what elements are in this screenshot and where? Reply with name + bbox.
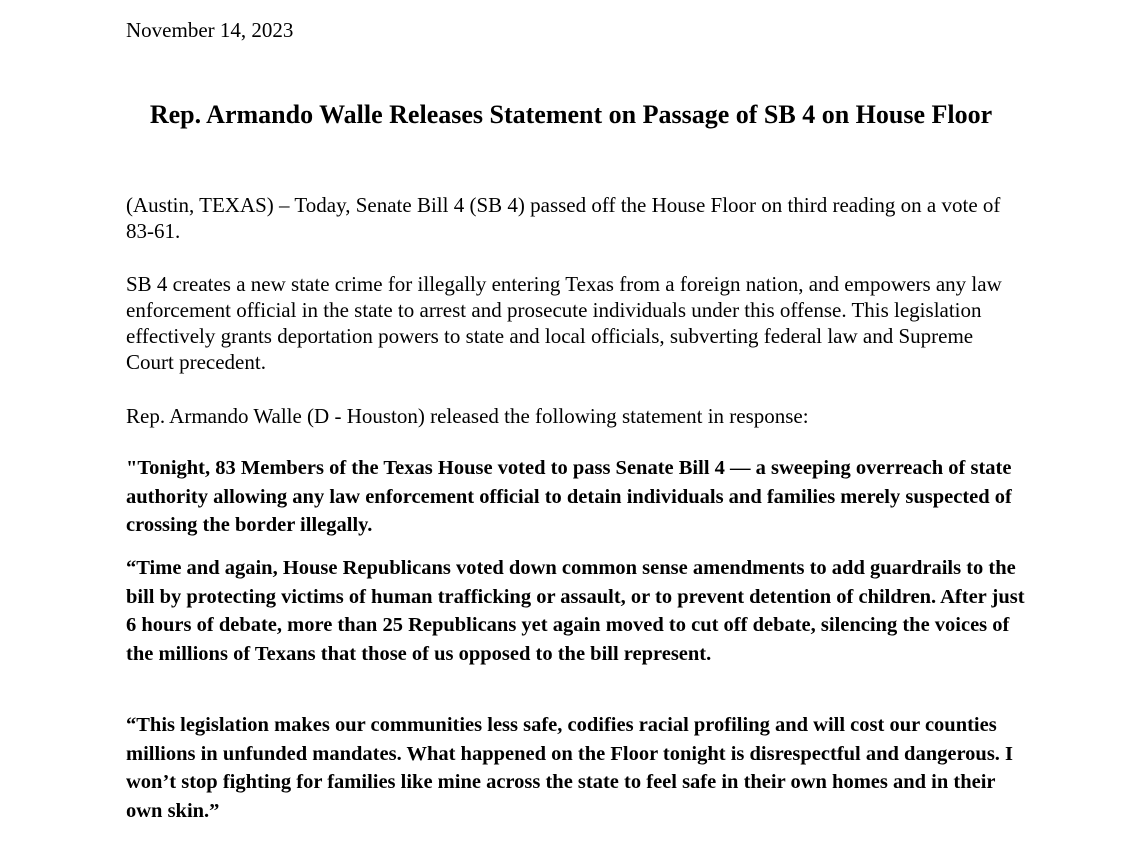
- statement-intro-paragraph: Rep. Armando Walle (D - Houston) released the following statement in response:: [126, 404, 809, 428]
- release-title: Rep. Armando Walle Releases Statement on Passage of SB 4 on House Floor: [149, 100, 993, 129]
- release-date: November 14, 2023: [126, 18, 294, 42]
- statement-quote-1: "Tonight, 83 Members of the Texas House voted to pass Senate Bill 4 — a sweeping overreach of state authority allowing any law enforcement official to detain individuals and families merely suspected of crossing the border illegally.: [126, 457, 1012, 536]
- bill-summary-paragraph: SB 4 creates a new state crime for illegally entering Texas from a foreign nation, and empowers any law enforcement official in the state to arrest and prosecute individuals under this offense. This legislation effectively grants deportation powers to state and local officials, subverting federal law and Supreme Court precedent.: [126, 272, 1002, 374]
- intro-paragraph: (Austin, TEXAS) – Today, Senate Bill 4 (SB 4) passed off the House Floor on third reading on a vote of 83-61.: [126, 193, 1001, 243]
- statement-quote-2: “Time and again, House Republicans voted down common sense amendments to add guardrails to the bill by protecting victims of human trafficking or assault, or to prevent detention of children. After just 6 hours of debate, more than 25 Republicans yet again moved to cut off debate, silencing the voices of the millions of Texans that those of us opposed to the bill represent.: [126, 557, 1025, 665]
- statement-quote-3: “This legislation makes our communities less safe, codifies racial profiling and will cost our counties millions in unfunded mandates. What happened on the Floor tonight is disrespectful and dangerous. I won’t stop fighting for families like mine across the state to feel safe in their own homes and in their own skin.”: [126, 714, 1014, 822]
